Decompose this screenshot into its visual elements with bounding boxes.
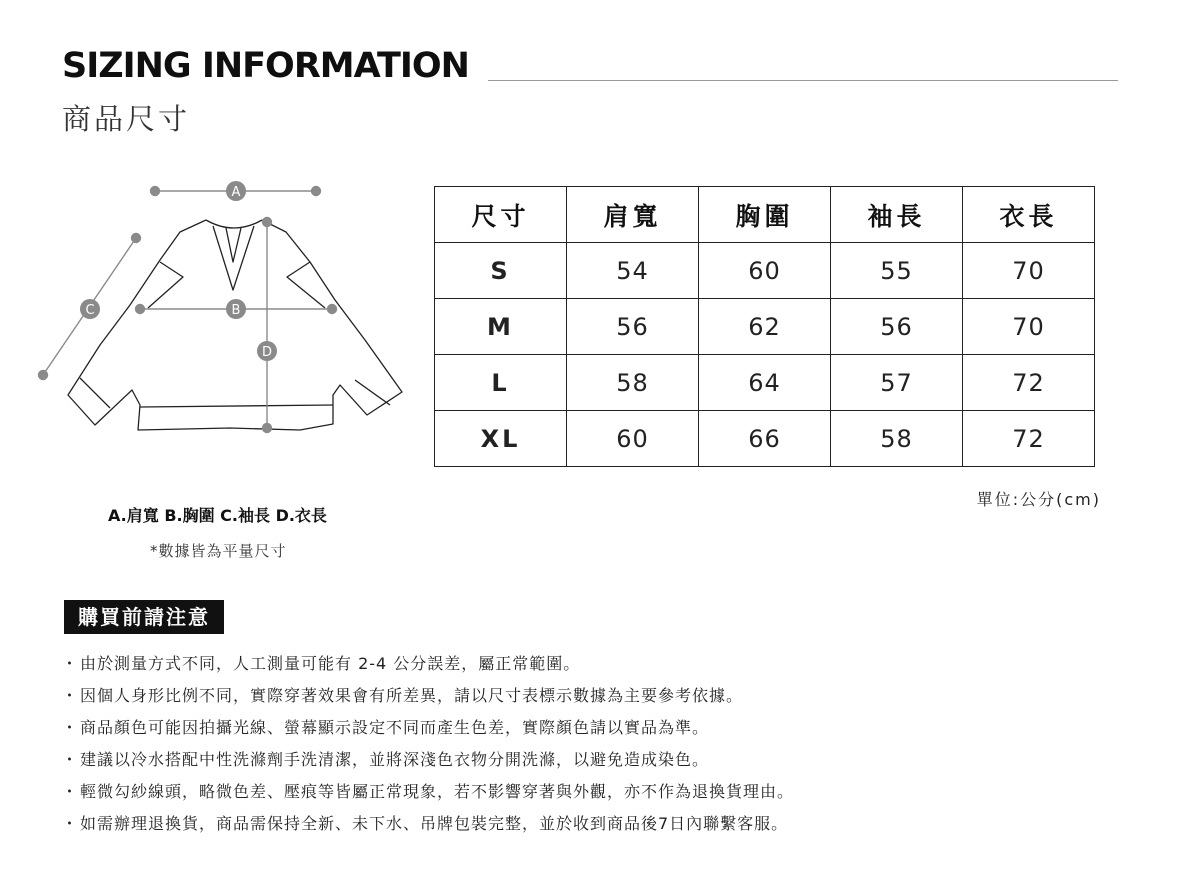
table-row <box>435 411 1095 467</box>
list-item <box>60 744 794 776</box>
unit-label: 單位:公分(cm) <box>976 490 1101 509</box>
size-label: XL <box>435 411 567 467</box>
table-cell: 58 <box>567 355 699 411</box>
header-sleeve: 袖長 <box>831 187 963 243</box>
size-label: L <box>435 355 567 411</box>
bullet-icon: ・ <box>61 782 79 801</box>
table-cell: 55 <box>831 243 963 299</box>
table-cell: 60 <box>567 411 699 467</box>
table-row <box>435 299 1095 355</box>
table-cell: 72 <box>963 355 1095 411</box>
notice-text: 商品顏色可能因拍攝光線、螢幕顯示設定不同而產生色差，實際顏色請以實品為準。 <box>80 718 710 737</box>
table-cell: 72 <box>963 411 1095 467</box>
notice-list <box>60 648 794 840</box>
table-cell: 70 <box>963 299 1095 355</box>
marker-b <box>226 299 246 319</box>
table-row <box>435 355 1095 411</box>
size-table <box>434 186 1095 467</box>
table-cell: 64 <box>699 355 831 411</box>
list-item <box>60 712 794 744</box>
measurement-note: *數據皆為平量尺寸 <box>150 542 287 560</box>
table-cell: 57 <box>831 355 963 411</box>
table-cell: 60 <box>699 243 831 299</box>
bullet-icon: ・ <box>61 750 79 769</box>
svg-text:B: B <box>231 303 241 318</box>
list-item <box>60 648 794 680</box>
marker-a <box>226 181 246 201</box>
svg-text:A: A <box>231 185 241 200</box>
table-cell: 54 <box>567 243 699 299</box>
bullet-icon: ・ <box>61 814 79 833</box>
title-divider <box>488 80 1118 81</box>
table-cell: 56 <box>831 299 963 355</box>
notice-text: 由於測量方式不同，人工測量可能有 2-4 公分誤差，屬正常範圍。 <box>80 654 581 673</box>
header-length: 衣長 <box>963 187 1095 243</box>
bullet-icon: ・ <box>61 686 79 705</box>
bullet-icon: ・ <box>61 654 79 673</box>
table-header-row <box>435 187 1095 243</box>
notice-text: 建議以冷水搭配中性洗滌劑手洗清潔，並將深淺色衣物分開洗滌，以避免造成染色。 <box>80 750 710 769</box>
svg-text:D: D <box>261 345 273 360</box>
notice-text: 如需辦理退換貨，商品需保持全新、未下水、吊牌包裝完整，並於收到商品後7日內聯繫客服。 <box>80 814 789 833</box>
svg-text:C: C <box>85 303 95 318</box>
bullet-icon: ・ <box>61 718 79 737</box>
notice-heading: 購買前請注意 <box>64 600 224 634</box>
marker-c <box>80 299 100 319</box>
list-item <box>60 808 794 840</box>
table-cell: 56 <box>567 299 699 355</box>
list-item <box>60 680 794 712</box>
list-item <box>60 776 794 808</box>
size-label: M <box>435 299 567 355</box>
table-row <box>435 243 1095 299</box>
header-shoulder: 肩寬 <box>567 187 699 243</box>
header-size: 尺寸 <box>435 187 567 243</box>
measurement-legend: A.肩寬 B.胸圍 C.袖長 D.衣長 <box>108 506 327 525</box>
page-subtitle: 商品尺寸 <box>62 102 191 136</box>
size-label: S <box>435 243 567 299</box>
collar <box>206 220 262 290</box>
table-cell: 70 <box>963 243 1095 299</box>
marker-d <box>257 341 277 361</box>
table-cell: 62 <box>699 299 831 355</box>
header-chest: 胸圍 <box>699 187 831 243</box>
table-cell: 58 <box>831 411 963 467</box>
page-title: SIZING INFORMATION <box>62 46 469 86</box>
garment-diagram <box>30 170 420 460</box>
table-cell: 66 <box>699 411 831 467</box>
notice-text: 因個人身形比例不同，實際穿著效果會有所差異，請以尺寸表標示數據為主要參考依據。 <box>80 686 744 705</box>
notice-text: 輕微勾紗線頭，略微色差、壓痕等皆屬正常現象，若不影響穿著與外觀，亦不作為退換貨理由。 <box>80 782 795 801</box>
